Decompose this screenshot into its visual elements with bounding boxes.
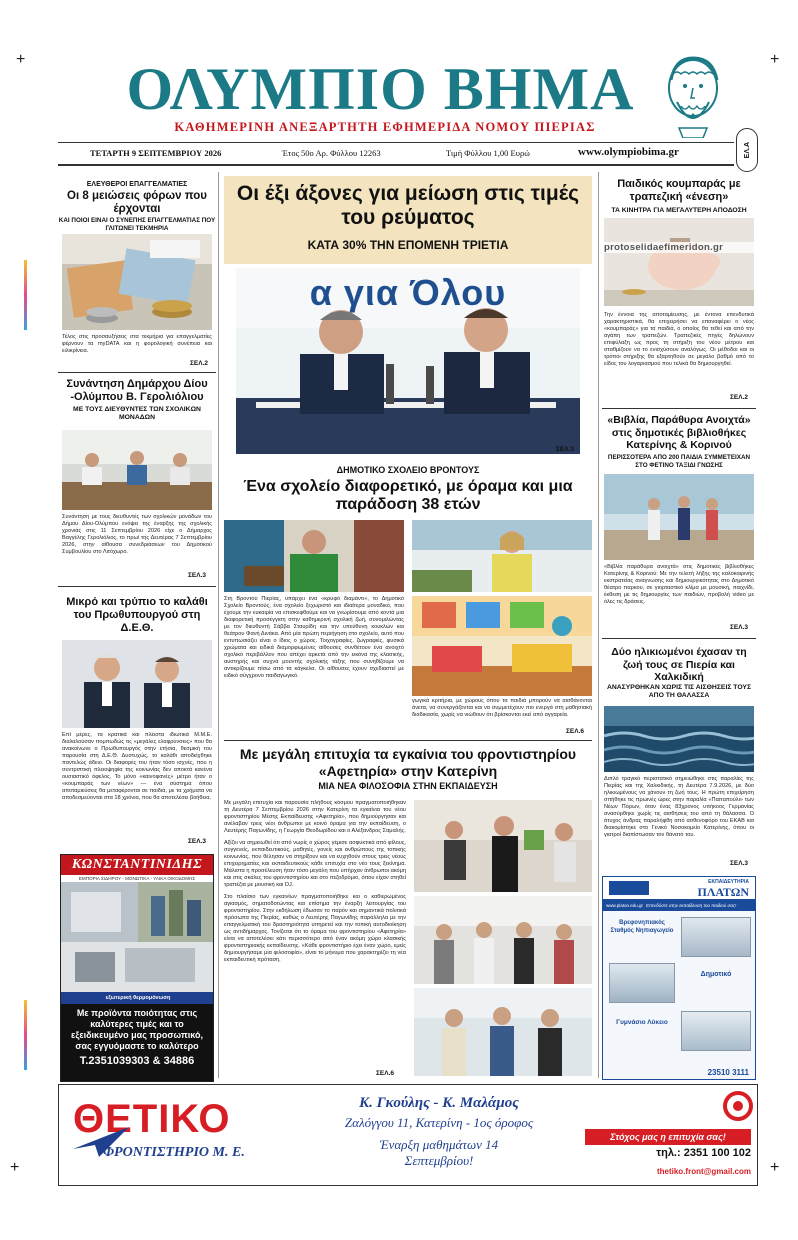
ad-building-1 xyxy=(681,917,751,957)
article-headline[interactable]: Μικρό και τρύπιο το καλάθι του Πρωθυπουργού στη Δ.Ε.Θ. xyxy=(66,596,208,634)
article-headline[interactable]: «Βιβλία, Παράθυρα Ανοιχτά» στις δημοτικές βιβλιοθήκες Κατερίνης & Κορινού xyxy=(607,414,751,451)
watermark: protoselidaefimeridon.gr xyxy=(604,242,764,253)
ad-phone[interactable]: 23510 3111 xyxy=(707,1068,749,1077)
ad-photo xyxy=(61,882,214,1004)
ad-brand: ΘΕΤΙΚΟ xyxy=(73,1097,231,1141)
masthead-title: ΟΛΥΜΠΙΟ ΒΗΜΑ xyxy=(126,56,635,122)
ad-tagline: ΕΜΠΟΡΙΑ ΣΙΔΗΡΟΥ - ΜΟΝΩΤΙΚΑ - ΥΛΙΚΑ ΟΙΚΟΔΟΜΗΣ xyxy=(78,876,196,881)
masthead-rule-top xyxy=(58,142,734,143)
ad-text: Με προϊόντα ποιότητας στις καλύτερες τιμές και το εξειδικευμένο μας προσωπικό, σας εγγυόμαστε το καλύτερο Τ.2351039303 & 34886 xyxy=(61,1004,213,1082)
ad-photo-label: εξωτερική θερμομόνωση xyxy=(105,995,171,1001)
ad-nursery: Βρεφονηπιακός Σταθμός Νηπιαγωγείο xyxy=(610,920,674,934)
ad-phone[interactable]: τηλ.: 2351 100 102 xyxy=(656,1147,751,1159)
lead-photo-backdrop: α για Όλου xyxy=(309,272,507,313)
article-headline[interactable]: Παιδικός κουμπαράς με τραπεζική «ένεση» xyxy=(617,178,741,203)
school-photo-classroom xyxy=(412,596,592,696)
issue-price: Τιμή Φύλλου 1,00 Ευρώ xyxy=(446,148,530,158)
crosshair-icon: + xyxy=(10,1159,20,1176)
lead-subhead: ΚΑΤΑ 30% ΤΗΝ ΕΠΟΜΕΝΗ ΤΡΙΕΤΙΑ xyxy=(307,238,509,252)
section-rule xyxy=(58,586,216,587)
ad-address: Ζαλόγγου 11, Κατερίνη - 1ος όροφος xyxy=(344,1115,534,1130)
page-ref: ΣΕΛ.3 xyxy=(730,860,748,867)
afetiria-photo-founders xyxy=(414,988,592,1076)
article-subhead: ΤΑ ΚΙΝΗΤΡΑ ΓΙΑ ΜΕΓΑΛΥΤΕΡΗ ΑΠΟΔΟΣΗ xyxy=(611,207,747,214)
column-divider xyxy=(598,172,599,1078)
crosshair-icon: + xyxy=(770,1159,780,1176)
section-rule xyxy=(58,372,216,373)
article-headline[interactable]: Με μεγάλη επιτυχία τα εγκαίνια του φροντιστηρίου «Αφετηρία» στην Κατερίνη xyxy=(239,746,577,779)
article-photo-politicians xyxy=(62,640,212,728)
article-body: Την έννοια της αποταμίευσης, με έντονα επενδυτικά χαρακτηριστικά, θα επιχειρήσει να επαναφέρει ο νέος «κουμπαράς» για τα παιδιά, ο οποίος θα τεθεί και από την αγάπη των τραπεζών. Τραπεζικές πηγές δηλώνουν επιφύλαξη ως προς τη στήριξη του νέου μέτρου και σταθμίζουν να το ενισχύσουν αναλόγως. Οι μέθοδοι και οι τρόποι στήριξης θα εξαρτηθούν σε μεγάλο βαθμό από το είδος του λογαριασμού που τελικά θα δημιουργηθεί. xyxy=(604,312,754,367)
masthead-subtitle: ΚΑΘΗΜΕΡΙΝΗ ΑΝΕΞΑΡΤΗΤΗ ΕΦΗΜΕΡΙΔΑ ΝΟΜΟΥ ΠΙΕΡΙΑΣ xyxy=(174,120,596,134)
ad-slogan-bar: www.platon.edu.gr Επενδύστε στην εκπαίδευση του παιδιού σας! xyxy=(603,899,755,911)
page-ref: ΣΕΛ.3 xyxy=(730,624,748,631)
ancient-head-icon xyxy=(655,52,731,138)
side-badge: ΕΛ.Α xyxy=(736,128,758,172)
article-photo-library xyxy=(604,474,754,560)
ad-konstantinidis[interactable] xyxy=(60,854,214,1082)
color-bar xyxy=(24,260,27,330)
section-rule xyxy=(602,638,756,639)
ad-primary: Δημοτικό xyxy=(700,971,732,978)
ad-brand: ΚΩΝΣΤΑΝΤΙΝΙΔΗΣ xyxy=(61,855,213,875)
crosshair-icon: + xyxy=(770,51,780,68)
column-divider xyxy=(218,172,219,1078)
ad-thetiko[interactable] xyxy=(58,1084,758,1186)
issue-number: Έτος 50ο Αρ. Φύλλου 12263 xyxy=(282,148,381,158)
target-icon xyxy=(723,1091,753,1121)
section-rule xyxy=(224,740,592,741)
ad-brand-sub: ΦΡΟΝΤΙΣΤΗΡΙΟ Μ. Ε. xyxy=(103,1145,245,1160)
lead-photo xyxy=(236,268,580,454)
article-body: Συνάντηση με τους διευθυντές των σχολικών μονάδων του Δήμου Δίου-Ολύμπου ενόψει της έναρξης της σχολικής χρονιάς στις 11 Σεπτεμβρίου 2026 είχε ο Δήμαρχος Βαγγέλης Γερολιόλιος, το πρωί της Δευτέρας 7 Σεπτεμβρίου 2026, στην αίθουσα συνεδριάσεων του Δημοτικού Συμβουλίου στο Λιτόχωρο. xyxy=(62,514,212,555)
article-body: Στη Βροντού Πιερίας, υπάρχει ένα «κρυφό διαμάντι», το Δημοτικό Σχολείο Βροντούς, ένα σχολείο ξεχωριστό και ιδιαίτερα μοναδικό, που έχουμε την ευκαιρία να επισκεφθούμε και να γνωρίσουμε από κοντά μια διαφορετική προσέγγιση στην καθημερινή σχολική ζωή, συνομιλώντας με τον διευθυντή Σάββα Σταυρίδη και την υπεύθυνη κουκλών και θεάτρου Φανή Δινάκα. Από μία πρώτη περιήγηση στο σχολείο, αυτό που εντυπωσιάζει είναι ο ίδιος ο χώρος. Τοιχογραφίες, ζωγραφιές, φυσικά χρώματα και ειδικά διαμορφωμένες αίθουσες συνθέτουν ένα ανοιχτό σχολικό περιβάλλον που απέχει αρκετά από την εικόνα της κλασικής, αυστηρής και συχνά μουντής σχολικής τάξης που συνηθίζουμε να αντικρίζουμε πίσω από τα κάγκελα. Οι αίθουσες έχουν σχεδιαστεί με ειδικό σύγχρονο παιδαγωγικό. xyxy=(224,596,404,679)
issue-date: ΤΕΤΑΡΤΗ 9 ΣΕΠΤΕΜΒΡΙΟΥ 2026 xyxy=(90,148,222,158)
article-subhead: ΜΕ ΤΟΥΣ ΔΙΕΥΘΥΝΤΕΣ ΤΩΝ ΣΧΟΛΙΚΩΝ ΜΟΝΑΔΩΝ xyxy=(73,406,201,421)
ad-platon[interactable] xyxy=(602,876,756,1080)
article-body: Με μεγάλη επιτυχία και παρουσία πλήθους κόσμου πραγματοποιήθηκαν τη Δευτέρα 7 Σεπτεμβρίου 2026 στην Κατερίνη τα εγκαίνια του νέου φροντιστηρίου Μέσης Εκπαίδευσης «Αφετηρία», που δημιούργησαν και ανέλαβαν τρεις νέοι άνθρωποι με κοινό όραμα για την εκπαίδευση, ο Λευτέρης Παγωνίδης, η Γεωργία Θεοδωρίδου και ο Αλέξανδρος Σαμαλής. Αξίζει να σημειωθεί ότι από νωρίς ο χώρος γέμισε ασφυκτικά από φίλους, συγγενείς, εκπαιδευτικούς, μαθητές, γονείς και ανθρώπους της τοπικής κοινωνίας, που θέλησαν να στηρίξουν και να ευχηθούν στους τρεις νέους επιχειρηματίες και εκπαιδευτικούς κάθε επιτυχία στο νέο τους ξεκίνημα. Μάλιστα η προσέλευση ήταν τόσο μεγάλη που υπήρχαν άνθρωποι ακόμη και στις σκάλες του φροντιστηρίου και στο πεζοδρόμιο, όπου είχαν στηθεί τραπέζια με μουσική και DJ. Στο πλαίσιο των εγκαινίων πραγματοποιήθηκε και ο καθιερωμένος αγιασμός, σηματοδοτώντας και επίσημα την έναρξη λειτουργίας του φροντιστηρίου. Στην εκδήλωση έδωσαν το παρόν και σημαντικά πολιτικά πρόσωπα της Πιερίας, καθώς ο Λευτέρης Παγωνίδης παράλληλα με την επαγγελματική του δραστηριότητα υπηρετεί και την τοπική αυτοδιοίκηση ως αντιδήμαρχος. Τονίζεται ότι το όραμα του φροντιστηρίου «Αφετηρία» είναι να αποτελέσει κάτι περισσότερο από έναν ακόμη χώρο κλασικής φροντιστηριακής εκπαίδευσης. «Κάθε φροντιστήριο έχει έναν χώρο, εμείς δημιουργήσαμε μια φιλοσοφία», είναι το μήνυμα που χαρακτηρίζει τη νέα εκπαιδευτική πρόταση. xyxy=(224,800,406,963)
afetiria-photo-group xyxy=(414,896,592,984)
website-link[interactable]: www.olympiobima.gr xyxy=(578,146,679,158)
page-ref: ΣΕΛ.2 xyxy=(190,360,208,367)
ad-email[interactable]: thetiko.front@gmail.com xyxy=(656,1167,751,1176)
article-photo-meeting xyxy=(62,430,212,510)
article-subhead: ΚΑΙ ΠΟΙΟΙ ΕΙΝΑΙ Ο ΣΥΝΕΠΗΣ ΕΠΑΓΓΕΛΜΑΤΙΑΣ ΠΟΥ ΓΛΙΤΩΝΕΙ ΤΕΚΜΗΡΙΑ xyxy=(58,217,216,232)
ad-secondary: Γυμνάσιο Λύκειο xyxy=(616,1019,668,1026)
page-ref: ΣΕΛ.3 xyxy=(188,838,206,845)
school-photo-teacher xyxy=(412,520,592,592)
ad-phone: Τ.2351039303 & 34886 xyxy=(79,1055,195,1067)
crosshair-icon: + xyxy=(16,51,26,68)
article-subhead: ΠΕΡΙΣΣΟΤΕΡΑ ΑΠΟ 200 ΠΑΙΔΙΑ ΣΥΜΜΕΤΕΙΧΑΝ ΣΤΟ ΦΕΤΙΝΟ ΤΑΞΙΔΙ ΓΝΩΣΗΣ xyxy=(607,454,751,469)
article-subhead: ΜΙΑ ΝΕΑ ΦΙΛΟΣΟΦΙΑ ΣΤΗΝ ΕΚΠΑΙΔΕΥΣΗ xyxy=(318,781,498,791)
article-body: Επί μέρες, τα κρατικά και πλέιστα ιδιωτικά Μ.Μ.Ε. διαλαλούσαν πομπωδώς τις «μεγάλες ελαφρύνσεις» που θα ανακοίνωνε ο Πρωθυπουργός στην ετήσια, θεσμική του παρουσία στη Δ.Ε.Θ. Δυστυχώς, το καλάθι αποδείχθηκε παντελώς άδειο. Οι διαφορές του ήταν τόσο ισχνές, που η συντριπτική πλειοψηφία της κοινωνίας δεν αποκτά κανένα ουσιαστικό όφελος. Το μόνο «καινοφανές» μέτρο ήταν ο «κουμπαράς των νέων» — ένα σύστημα όπου αποταμιεύσεις θα μεταφέρονται σε παιδιά, με τα χρήματα να αποδεσμεύονται στα 18 χρόνια, που θα αποτελέσει βοήθεια. xyxy=(62,732,212,801)
page-ref: ΣΕΛ.2 xyxy=(730,394,748,401)
article-body: Διπλό τραγικό περιστατικό σημειώθηκε στις παραλίες της Πιερίας και της Χαλκιδικής, τη Δευτέρα 7.9.2026, με δύο ηλικιωμένους να χάνουν τη ζωή τους. Η πρώτη επιχείρηση σπήθηκε τις πρωινές ώρες στην παραλία «Παπαπούλι» των Νέων Πόρων, όταν ένας 83χρονος υπήκοος Γερμανίας ανασύρθηκε χωρίς τις αισθήσεις του από τη θάλασσα. Ο άτυχος άνδρας παραλήφθη από ασθενοφόρο του ΕΚΑΒ και διακομίστηκε στο Γενικό Νοσοκομείο Κατερίνης, όπου οι γιατροί διαπίστωσαν τον θάνατό του. xyxy=(604,776,754,838)
page-ref: ΣΕΛ.6 xyxy=(566,728,584,735)
article-headline[interactable]: Οι 8 μειώσεις φόρων που έρχονται xyxy=(67,190,207,215)
article-body: Τέλος στις προσαυξήσεις στα τεκμήρια για επαγγελματίες φέρνουν τα myDATA και η φορολογική συνέπεια και ειλικρίνεια. xyxy=(62,334,212,354)
ad-brand-sub: ΕΚΠΑΙΔΕΥΤΗΡΙΑ xyxy=(708,879,749,885)
article-body: «Βιβλία παράθυρα ανοιχτά» στις δημοτικές βιβλιοθήκες Κατερίνης & Κορινού: Με την τελετή λήξης της καλοκαιρινής εκστρατείας ανάγνωσης και δημιουργικότητας στο Δημοτικό θέατρο παρκου, σε γιορταστικό κλίμα με μουσική, παιχνίδι, έκθεση με τις δημιουργίες των παιδιών, προβολή video με όλες τις δράσεις. xyxy=(604,564,754,605)
article-subhead: ΑΝΑΣΥΡΘΗΚΑΝ ΧΩΡΙΣ ΤΙΣ ΑΙΣΘΗΣΕΙΣ ΤΟΥΣ ΑΠΟ ΤΗ ΘΑΛΑΣΣΑ xyxy=(606,684,752,699)
afetiria-photo-blessing xyxy=(414,800,592,892)
page-ref: ΣΕΛ.3 xyxy=(556,446,574,453)
article-kicker: ΔΗΜΟΤΙΚΟ ΣΧΟΛΕΙΟ ΒΡΟΝΤΟΥΣ xyxy=(336,465,480,475)
article-headline[interactable]: Συνάντηση Δημάρχου Δίου -Ολύμπου Β. Γερολιόλιου xyxy=(66,378,208,403)
section-rule xyxy=(602,408,756,409)
article-kicker: ΕΛΕΥΘΕΡΟΙ ΕΠΑΓΓΕΛΜΑΤΙΕΣ xyxy=(86,181,188,188)
article-headline[interactable]: Ένα σχολείο διαφορετικό, με όραμα και μια παράδοση 38 ετών xyxy=(243,478,573,513)
article-photo-piggybank xyxy=(604,218,754,306)
article-photo-money xyxy=(62,234,212,330)
article-headline[interactable]: Δύο ηλικιωμένοι έχασαν τη ζωή τους σε Πιερία και Χαλκιδική xyxy=(611,646,747,683)
masthead-rule-bottom xyxy=(58,164,734,166)
page-ref: ΣΕΛ.6 xyxy=(376,1070,394,1077)
article-photo-sea xyxy=(604,706,754,772)
ad-slogan: Στόχος μας η επιτυχία σας! xyxy=(585,1129,751,1145)
color-bar xyxy=(24,1000,27,1070)
ad-start: Έναρξη μαθημάτων 14 Σεπτεμβρίου! xyxy=(379,1137,499,1168)
ad-building-3 xyxy=(681,1011,751,1051)
photo-caption: γωγικά κριτήρια, με χώρους όπου τα παιδιά μπορούν να αισθάνονται άνετα, να συνεργάζονται και να συμμετέχουν πιο ενεργά στη μαθησιακή διαδικασία, χωρίς να νιώθουν ότι βρίσκονται εκεί από αγγαρεία. xyxy=(412,698,592,718)
ad-brand: ΠΛΑΤΩΝ xyxy=(697,885,749,899)
page-ref: ΣΕΛ.3 xyxy=(188,572,206,579)
ad-platon-logo xyxy=(609,881,649,895)
ad-building-2 xyxy=(609,963,675,1003)
ad-names: Κ. Γκούλης - Κ. Μαλάμος xyxy=(359,1095,519,1111)
lead-headline[interactable]: Οι έξι άξονες για μείωση στις τιμές του ρεύματος xyxy=(236,182,580,229)
school-photo-principal xyxy=(224,520,404,592)
